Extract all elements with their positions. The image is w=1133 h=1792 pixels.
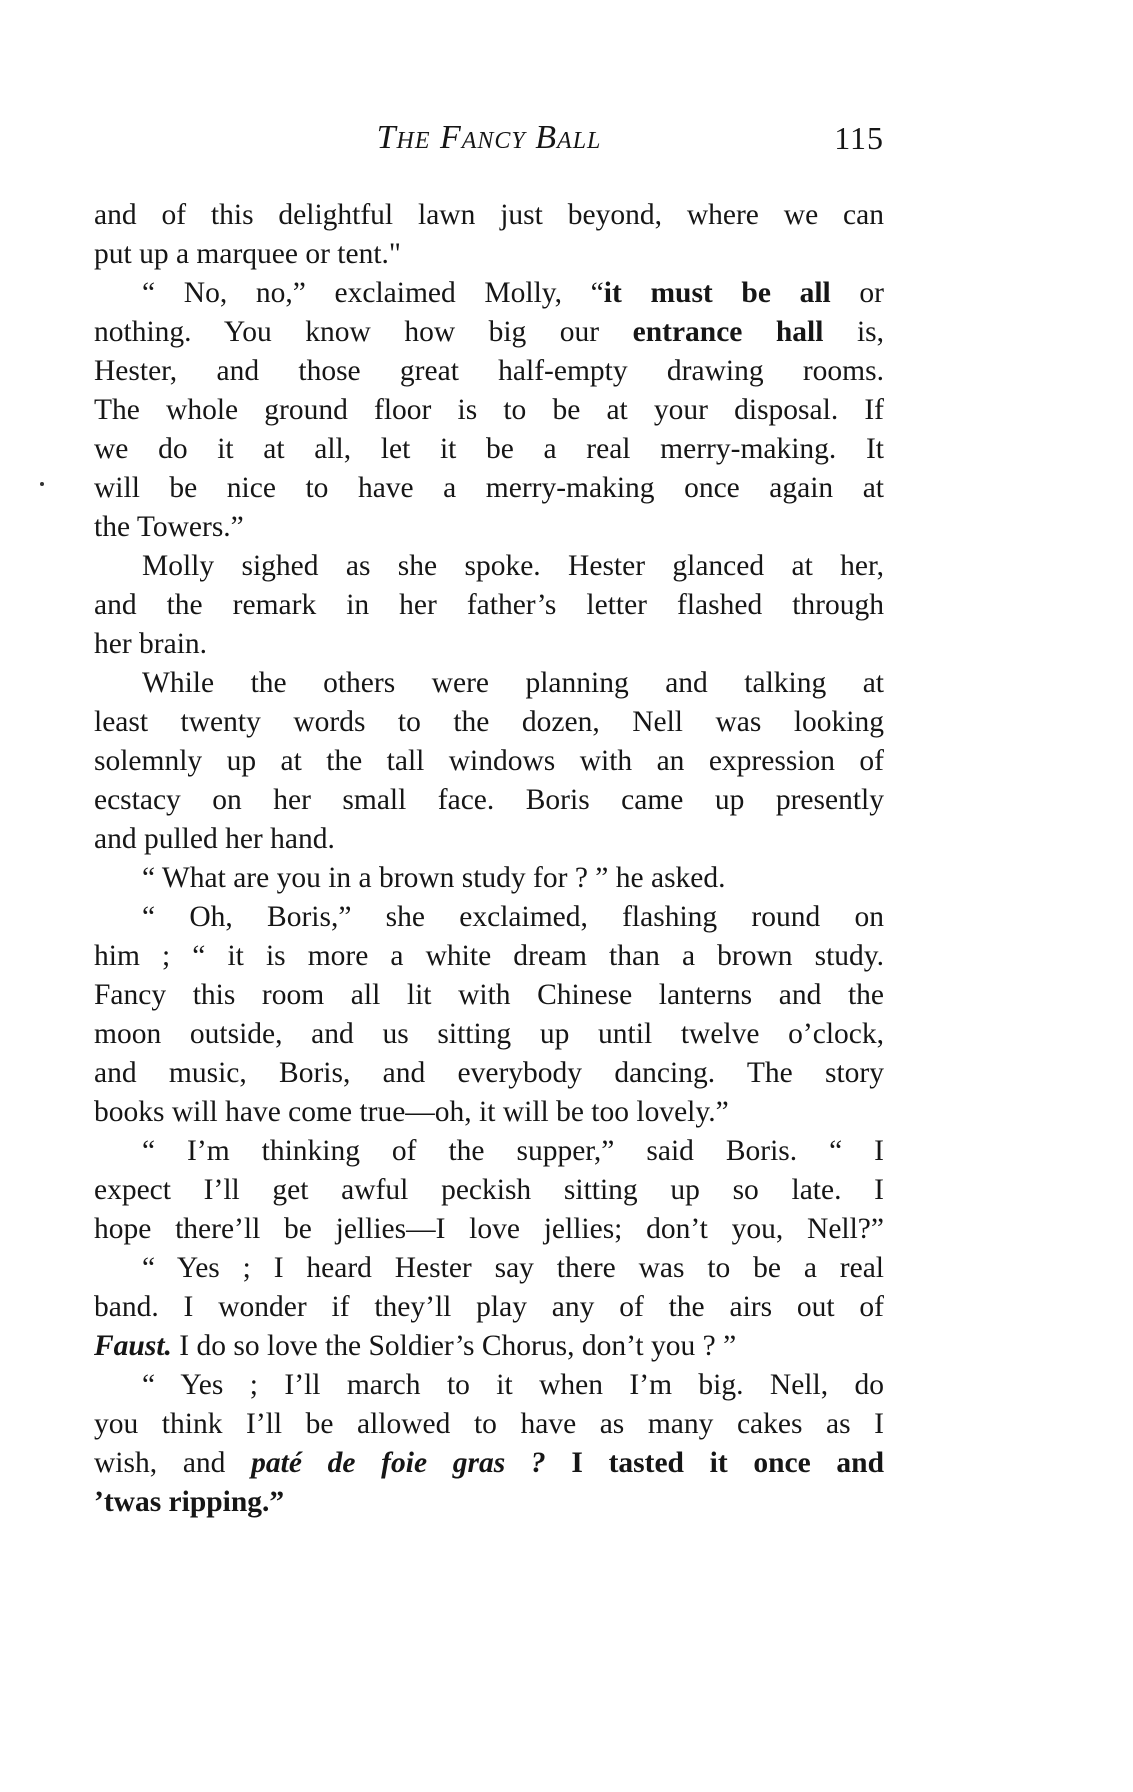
- text-line: hope there’ll be jellies—I love jellies; don’t you, Nell?”: [94, 1213, 884, 1245]
- text-line: “ Oh, Boris,” she exclaimed, flashing round on: [142, 901, 884, 933]
- body-text: [94, 196, 884, 1522]
- text-line: “ Yes ; I’ll march to it when I’m big. Nell, do: [142, 1369, 884, 1401]
- text-line: solemnly up at the tall windows with an expression of: [94, 745, 884, 777]
- text-line: books will have come true—oh, it will be too lovely.”: [94, 1096, 729, 1128]
- text-line: and pulled her hand.: [94, 823, 335, 855]
- text-line: we do it at all, let it be a real merry-making. It: [94, 433, 884, 465]
- text-line: put up a marquee or tent.": [94, 238, 401, 270]
- text-run: or: [830, 277, 884, 309]
- text-run: nothing. You know how big our: [94, 316, 600, 348]
- text-line: you think I’ll be allowed to have as many cakes as I: [94, 1408, 884, 1440]
- text-line: least twenty words to the dozen, Nell was looking: [94, 706, 884, 738]
- text-line: ’twas ripping.”: [94, 1486, 285, 1518]
- text-line: [94, 1444, 884, 1483]
- text-line: Fancy this room all lit with Chinese lanterns and the: [94, 979, 884, 1011]
- text-line: will be nice to have a merry-making once again at: [94, 472, 884, 504]
- text-run: “ No, no,” exclaimed Molly, “: [142, 277, 604, 309]
- text-line: him ; “ it is more a white dream than a brown study.: [94, 940, 884, 972]
- text-line: [94, 313, 884, 352]
- text-run: is,: [823, 316, 885, 348]
- text-line: “ Yes ; I heard Hester say there was to be a real: [142, 1252, 884, 1284]
- running-title: The Fancy Ball: [376, 119, 602, 156]
- bold-text-run: entrance hall: [632, 316, 824, 348]
- text-line: [94, 274, 884, 313]
- text-line: the Towers.”: [94, 511, 244, 543]
- running-head: [94, 118, 884, 158]
- text-line: moon outside, and us sitting up until twelve o’clock,: [94, 1018, 884, 1050]
- text-line: Hester, and those great half-empty drawing rooms.: [94, 355, 884, 387]
- text-line: and of this delightful lawn just beyond, where we can: [94, 199, 884, 231]
- text-run: I do so love the Soldier’s Chorus, don’t you ? ”: [171, 1330, 737, 1362]
- text-run: wish, and: [94, 1447, 252, 1479]
- text-line: band. I wonder if they’ll play any of the airs out of: [94, 1291, 884, 1323]
- text-line: ecstacy on her small face. Boris came up presently: [94, 784, 884, 816]
- margin-mark: [40, 482, 44, 486]
- text-line: Molly sighed as she spoke. Hester glanced at her,: [142, 550, 884, 582]
- text-line: The whole ground floor is to be at your disposal. If: [94, 394, 884, 426]
- italic-text-run: paté de foie gras ?: [251, 1447, 546, 1479]
- text-line: “ What are you in a brown study for ? ” he asked.: [142, 862, 726, 894]
- text-line: [94, 1327, 884, 1366]
- italic-title-run: Faust.: [94, 1330, 172, 1362]
- page-number: 115: [834, 120, 884, 156]
- text-line: expect I’ll get awful peckish sitting up so late. I: [94, 1174, 884, 1206]
- bold-text-run: it must be all: [603, 277, 831, 309]
- text-line: her brain.: [94, 628, 208, 660]
- bold-text-run: I tasted it once and: [545, 1447, 884, 1479]
- text-line: and the remark in her father’s letter flashed through: [94, 589, 884, 621]
- text-line: “ I’m thinking of the supper,” said Boris. “ I: [142, 1135, 884, 1167]
- text-line: While the others were planning and talking at: [142, 667, 884, 699]
- text-line: and music, Boris, and everybody dancing. The story: [94, 1057, 884, 1089]
